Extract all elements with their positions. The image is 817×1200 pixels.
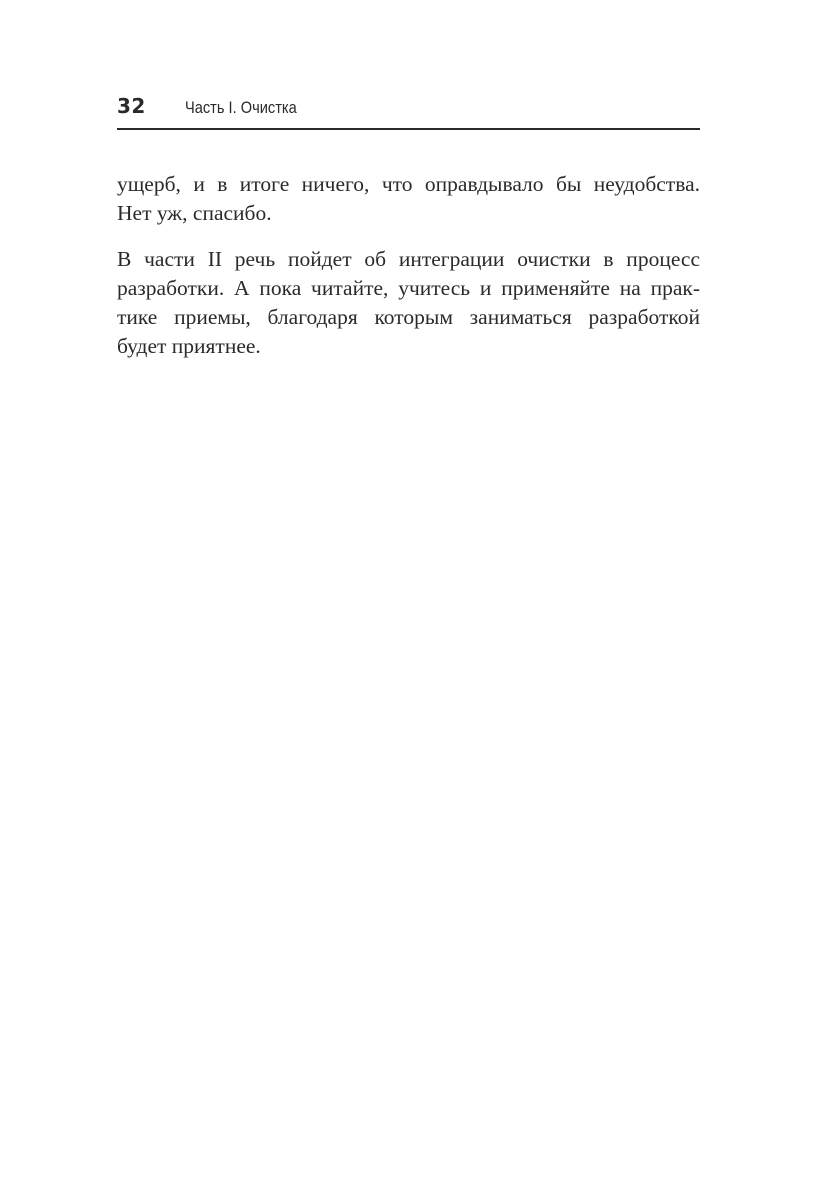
- text-line: разработки. А пока читайте, учитесь и применяйте на прак-: [117, 276, 700, 300]
- paragraph: [117, 170, 700, 228]
- paragraph: [117, 245, 700, 361]
- text-line: тике приемы, благодаря которым заниматься разработкой: [117, 305, 700, 329]
- text-line: будет приятнее.: [117, 334, 261, 358]
- text-line: ущерб, и в итоге ничего, что оправдывало бы неудобства.: [117, 172, 700, 196]
- body-text: [117, 170, 700, 378]
- page-number: 32: [117, 94, 146, 118]
- section-title: Часть I. Очистка: [185, 98, 297, 117]
- running-header: [117, 92, 700, 130]
- text-line: Нет уж, спасибо.: [117, 201, 272, 225]
- text-line: В части II речь пойдет об интеграции очистки в процесс: [117, 247, 700, 271]
